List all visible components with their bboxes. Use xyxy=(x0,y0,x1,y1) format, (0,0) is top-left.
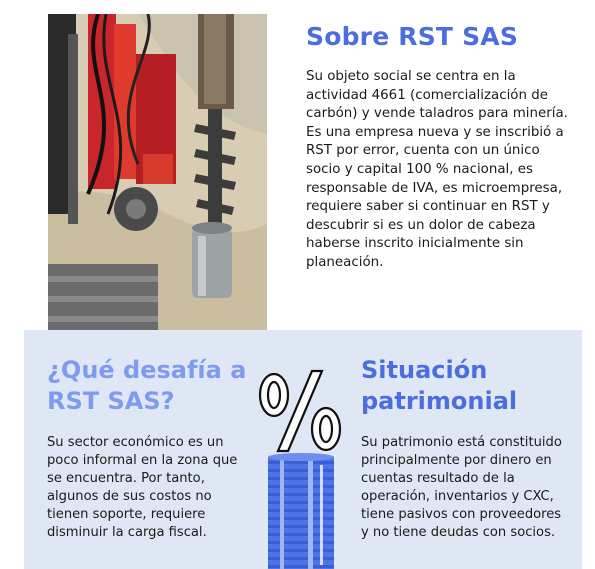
challenge-description: Su sector económico es un poco informal en la zona que se encuentra. Por tanto, algunos de sus costos no tienen soporte, requiere disminuir la carga fiscal. xyxy=(47,435,238,540)
challenge-title: ¿Qué desafía a RST SAS? xyxy=(47,356,247,415)
drilling-rig-photo xyxy=(48,14,267,332)
equity-description: Su patrimonio está constituido principalmente por dinero en cuentas resultado de la operación, inventarios y CXC, tiene pasivos con proveedores y no tiene deudas con socios. xyxy=(361,435,562,540)
equity-title: Situación patrimonial xyxy=(361,356,518,415)
about-title: Sobre RST SAS xyxy=(306,22,519,51)
percent-coin-stack-icon xyxy=(250,365,350,569)
about-description: Su objeto social se centra en la actividad 4661 (comercialización de carbón) y vende taladros para minería. Es una empresa nueva y se inscribió a RST por error, cuenta con un único socio y capital 100 % nacional, es responsable de IVA, es microempresa, requiere saber si continuar en RST y descubrir si es un dolor de cabeza haberse inscrito inicialmente sin planeación. xyxy=(306,69,568,270)
